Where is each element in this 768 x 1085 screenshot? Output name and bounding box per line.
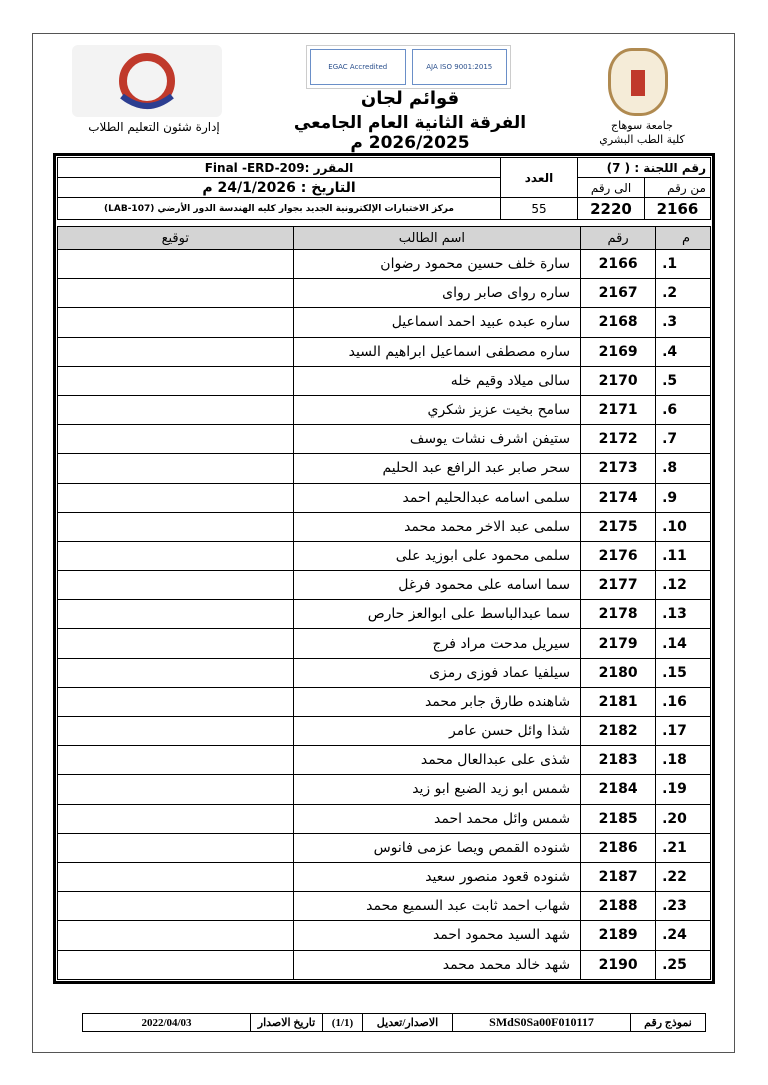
- row-index: 15.: [656, 658, 711, 687]
- table-row: [58, 366, 711, 395]
- table-row: [58, 541, 711, 570]
- egac-logo: EGAC Accredited: [310, 49, 406, 85]
- signature-cell[interactable]: [58, 775, 294, 804]
- student-name: سحر صابر عبد الرافع عبد الحليم: [293, 454, 581, 483]
- student-number: 2186: [581, 833, 656, 862]
- student-number: 2171: [581, 395, 656, 424]
- table-row: [58, 775, 711, 804]
- table-row: [58, 337, 711, 366]
- info-table: [57, 157, 711, 220]
- signature-cell[interactable]: [58, 308, 294, 337]
- student-number: 2170: [581, 366, 656, 395]
- student-name: سارة خلف حسين محمود رضوان: [293, 250, 581, 279]
- student-name: ساره عبده عبيد احمد اسماعيل: [293, 308, 581, 337]
- university-label: جامعة سوهاج: [611, 119, 673, 132]
- student-number: 2176: [581, 541, 656, 570]
- signature-cell[interactable]: [58, 687, 294, 716]
- col-number: رقم: [581, 227, 656, 250]
- student-name: سلمى اسامه عبدالحليم احمد: [293, 483, 581, 512]
- row-index: 2.: [656, 279, 711, 308]
- faculty-label: كلية الطب البشري: [599, 133, 685, 146]
- signature-cell[interactable]: [58, 454, 294, 483]
- student-number: 2184: [581, 775, 656, 804]
- row-index: 7.: [656, 425, 711, 454]
- student-number: 2172: [581, 425, 656, 454]
- row-index: 25.: [656, 950, 711, 979]
- signature-cell[interactable]: [58, 862, 294, 891]
- student-number: 2167: [581, 279, 656, 308]
- student-name: ستيفن اشرف نشات يوسف: [293, 425, 581, 454]
- issue-date-label: تاريخ الاصدار: [251, 1014, 323, 1032]
- page-subtitle: الفرقة الثانية العام الجامعي 2026/2025 م: [293, 113, 527, 153]
- student-name: سما اسامه على محمود فرغل: [293, 571, 581, 600]
- issue-date: 2022/04/03: [83, 1014, 251, 1032]
- signature-cell[interactable]: [58, 337, 294, 366]
- committee-number: رقم اللجنة : ( 7): [578, 158, 711, 178]
- course: المقرر :Final -ERD-209: [58, 158, 501, 178]
- student-name: شمس ابو زيد الضبع ابو زيد: [293, 775, 581, 804]
- table-row: [58, 571, 711, 600]
- table-row: [58, 512, 711, 541]
- student-name: سيلفيا عماد فوزى رمزى: [293, 658, 581, 687]
- student-name: ساره رواى صابر رواى: [293, 279, 581, 308]
- signature-cell[interactable]: [58, 950, 294, 979]
- signature-cell[interactable]: [58, 279, 294, 308]
- count-label: العدد: [501, 158, 578, 198]
- student-name: سما عبدالباسط على ابوالعز حارص: [293, 600, 581, 629]
- student-name: شمس وائل محمد احمد: [293, 804, 581, 833]
- to-label: الى رقم: [578, 178, 645, 198]
- student-number: 2185: [581, 804, 656, 833]
- aja-logo: AJA ISO 9001:2015: [412, 49, 508, 85]
- student-number: 2188: [581, 892, 656, 921]
- student-number: 2177: [581, 571, 656, 600]
- student-number: 2179: [581, 629, 656, 658]
- student-number: 2168: [581, 308, 656, 337]
- table-row: [58, 425, 711, 454]
- row-index: 14.: [656, 629, 711, 658]
- student-name: شهاب احمد ثابت عبد السميع محمد: [293, 892, 581, 921]
- row-index: 1.: [656, 250, 711, 279]
- row-index: 4.: [656, 337, 711, 366]
- student-name: سامح بخيت عزيز شكري: [293, 395, 581, 424]
- table-row: [58, 892, 711, 921]
- signature-cell[interactable]: [58, 600, 294, 629]
- row-index: 19.: [656, 775, 711, 804]
- signature-cell[interactable]: [58, 483, 294, 512]
- table-row: [58, 483, 711, 512]
- student-number: 2175: [581, 512, 656, 541]
- student-name: شذا وائل حسن عامر: [293, 717, 581, 746]
- row-index: 24.: [656, 921, 711, 950]
- student-name: سلمى محمود على ابوزيد على: [293, 541, 581, 570]
- from-label: من رقم: [645, 178, 711, 198]
- signature-cell[interactable]: [58, 804, 294, 833]
- student-name: سلمى عبد الاخر محمد محمد: [293, 512, 581, 541]
- location: مركز الاختبارات الإلكترونية الجديد بجوار كليه الهندسة الدور الأرضي (LAB-107): [58, 198, 501, 220]
- signature-cell[interactable]: [58, 250, 294, 279]
- form-number: SMdS0Sa00F010117: [453, 1014, 631, 1032]
- signature-cell[interactable]: [58, 395, 294, 424]
- student-number: 2189: [581, 921, 656, 950]
- signature-cell[interactable]: [58, 541, 294, 570]
- student-name: شهد السيد محمود احمد: [293, 921, 581, 950]
- student-name: سيريل مدحت مراد فرج: [293, 629, 581, 658]
- table-row: [58, 746, 711, 775]
- student-name: شنوده القمص ويصا عزمى فانوس: [293, 833, 581, 862]
- form-label: نموذج رقم: [631, 1014, 706, 1032]
- student-name: ساره مصطفى اسماعيل ابراهيم السيد: [293, 337, 581, 366]
- table-row: [58, 862, 711, 891]
- student-name: شهد خالد محمد محمد: [293, 950, 581, 979]
- col-signature: توقيع: [58, 227, 294, 250]
- col-m: م: [656, 227, 711, 250]
- row-index: 3.: [656, 308, 711, 337]
- row-index: 6.: [656, 395, 711, 424]
- row-index: 17.: [656, 717, 711, 746]
- signature-cell[interactable]: [58, 833, 294, 862]
- table-row: [58, 454, 711, 483]
- row-index: 12.: [656, 571, 711, 600]
- student-name: شذى على عبدالعال محمد: [293, 746, 581, 775]
- sohag-university-logo: [608, 48, 668, 116]
- university-name: [592, 119, 692, 147]
- student-number: 2181: [581, 687, 656, 716]
- row-index: 9.: [656, 483, 711, 512]
- student-name: سالى ميلاد وقيم خله: [293, 366, 581, 395]
- students-table: [57, 226, 711, 980]
- table-row: [58, 600, 711, 629]
- department-name: إدارة شئون التعليم الطلاب: [88, 120, 220, 134]
- table-row: [58, 395, 711, 424]
- row-index: 18.: [656, 746, 711, 775]
- accreditation-logos: [306, 45, 511, 89]
- row-index: 20.: [656, 804, 711, 833]
- signature-cell[interactable]: [58, 629, 294, 658]
- signature-cell[interactable]: [58, 717, 294, 746]
- signature-cell[interactable]: [58, 892, 294, 921]
- page-title: قوائم لجان: [360, 88, 460, 109]
- signature-cell[interactable]: [58, 658, 294, 687]
- student-number: 2169: [581, 337, 656, 366]
- student-number: 2166: [581, 250, 656, 279]
- table-row: [58, 308, 711, 337]
- student-name: شنوده قعود منصور سعيد: [293, 862, 581, 891]
- table-row: [58, 658, 711, 687]
- signature-cell[interactable]: [58, 746, 294, 775]
- signature-cell[interactable]: [58, 921, 294, 950]
- to-number: 2220: [578, 198, 645, 220]
- table-row: [58, 629, 711, 658]
- table-row: [58, 687, 711, 716]
- table-row: [58, 921, 711, 950]
- student-number: 2182: [581, 717, 656, 746]
- count: 55: [501, 198, 578, 220]
- row-index: 13.: [656, 600, 711, 629]
- table-row: [58, 279, 711, 308]
- row-index: 8.: [656, 454, 711, 483]
- student-number: 2178: [581, 600, 656, 629]
- row-index: 22.: [656, 862, 711, 891]
- signature-cell[interactable]: [58, 425, 294, 454]
- student-number: 2180: [581, 658, 656, 687]
- student-affairs-logo: [72, 45, 222, 117]
- row-index: 16.: [656, 687, 711, 716]
- table-row: [58, 804, 711, 833]
- student-number: 2173: [581, 454, 656, 483]
- signature-cell[interactable]: [58, 366, 294, 395]
- table-row: [58, 950, 711, 979]
- student-number: 2183: [581, 746, 656, 775]
- row-index: 5.: [656, 366, 711, 395]
- signature-cell[interactable]: [58, 571, 294, 600]
- revision-label: الاصدار/تعديل: [363, 1014, 453, 1032]
- table-row: [58, 833, 711, 862]
- row-index: 21.: [656, 833, 711, 862]
- table-row: [58, 250, 711, 279]
- signature-cell[interactable]: [58, 512, 294, 541]
- table-row: [58, 717, 711, 746]
- revision: (1/1): [323, 1014, 363, 1032]
- student-number: 2187: [581, 862, 656, 891]
- form-footer: [82, 1013, 706, 1032]
- student-name: شاهنده طارق جابر محمد: [293, 687, 581, 716]
- from-number: 2166: [645, 198, 711, 220]
- row-index: 23.: [656, 892, 711, 921]
- row-index: 10.: [656, 512, 711, 541]
- exam-date: التاريخ : 24/1/2026 م: [58, 178, 501, 198]
- student-number: 2190: [581, 950, 656, 979]
- col-name: اسم الطالب: [293, 227, 581, 250]
- row-index: 11.: [656, 541, 711, 570]
- student-number: 2174: [581, 483, 656, 512]
